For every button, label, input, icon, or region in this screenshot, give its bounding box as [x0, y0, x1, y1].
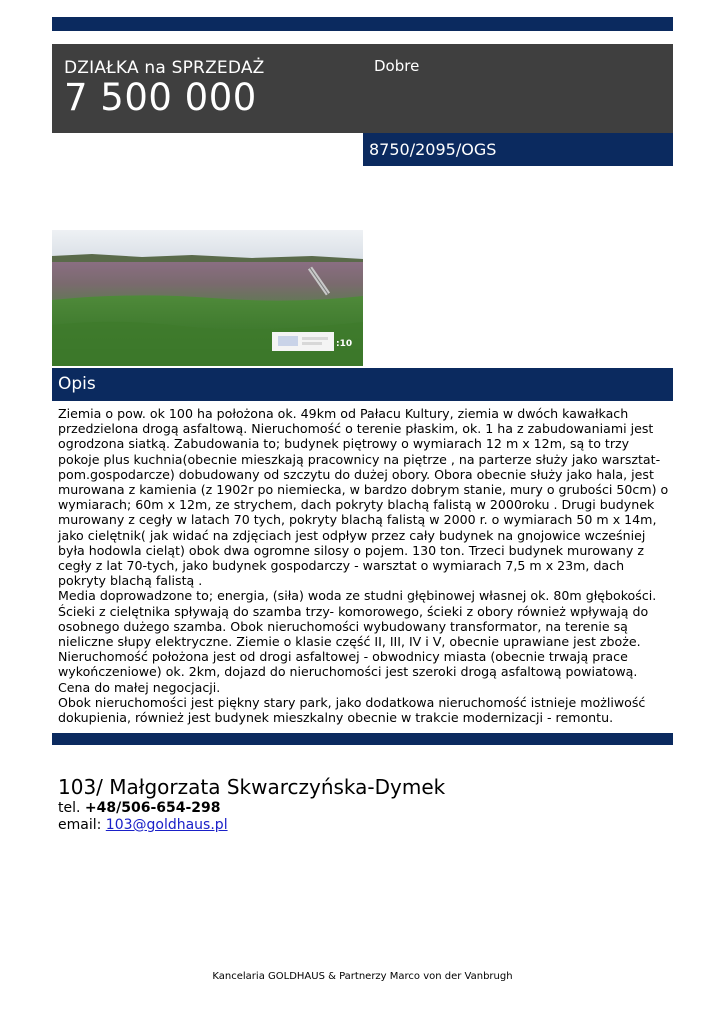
- description-paragraph: Ziemia o pow. ok 100 ha położona ok. 49km od Pałacu Kultury, ziemia w dwóch kawałkach przedzielona drogą asfaltową. Nieruchomość o terenie płaskim, ok. 1 ha z zabudowaniami jest ogrodzona siatką. Zabudowania to; budynek piętrowy o wymiarach 12 m x 12m, są to trzy pokoje plus kuchnia(obecnie mieszkają pracownicy na piętrze , na parterze służy jako warsztat-pom.gospodarcze) dobudowany od szczytu do dużej obory. Obora obecnie służy jako hala, jest murowana z kamienia (z 1902r po niemiecka, w bardzo dobrym stanie, mury o grubości 50cm) o wymiarach; 60m x 12m, ze strychem, dach pokryty blachą falistą w 2000roku . Drugi budynek murowany z cegły w latach 70 tych, pokryty blachą falistą w 2000 r. o wymiarach 50 m x 14m, jako cielętnik( jak widać na zdjęciach jest odpływ przez cały budynek na gnojowice wcześniej była hodowla cieląt) obok dwa ogromne silosy o pojem. 130 ton. Trzeci budynek murowany z cegły z lat 70-tych, jako budynek gospodarczy - warsztat o wymiarach 7,5 m x 23m, dach pokryty blachą falistą .: [58, 406, 669, 589]
- agent-contact: [58, 775, 445, 834]
- bottom-divider-bar: [52, 733, 673, 745]
- email-link[interactable]: 103@goldhaus.pl: [105, 817, 228, 833]
- agent-name: 103/ Małgorzata Skwarczyńska-Dymek: [58, 775, 446, 799]
- phone-label: tel.: [58, 800, 81, 816]
- reference-number: 8750/2095/OGS: [369, 140, 497, 159]
- description-title: Opis: [58, 374, 96, 394]
- email-label: email:: [58, 817, 102, 833]
- description-header-bar: [52, 368, 673, 401]
- footer-text: Kancelaria GOLDHAUS & Partnerzy Marco von der Vanbrugh: [212, 971, 513, 982]
- agent-email-line: [58, 817, 445, 834]
- description-paragraph: Obok nieruchomości jest piękny stary park, jako dodatkowa nieruchomość istnieje możliwość dokupienia, również jest budynek mieszkalny obecnie w trakcie modernizacji - remontu.: [58, 694, 646, 726]
- agent-phone-line: [58, 800, 445, 817]
- description-body: [58, 406, 670, 725]
- photo-timestamp: :10: [336, 339, 353, 349]
- listing-type: DZIAŁKA na SPRZEDAŻ: [64, 58, 265, 78]
- description-paragraph: Media doprowadzone to; energia, (siła) woda ze studni głębinowej własnej ok. 80m głębokości. Ścieki z cielętnika spływają do szamba trzy- komorowego, ścieki z obory również wpływają do osobnego dużego szamba. Obok nieruchomości wybudowany transformator, na terenie są nieliczne słupy elektryczne. Ziemie o klasie część II, III, IV i V, obecnie uprawiane jest zboże. Nieruchomość położona jest od drogi asfaltowej - obwodnicy miasta (obecnie trwają prace wykończeniowe) ok. 2km, dojazd do nieruchomości jest szeroki drogą asfaltową powiatową. Cena do małej negocjacji.: [58, 588, 657, 695]
- property-photo: [52, 230, 363, 366]
- listing-header: [52, 44, 673, 133]
- phone-number: +48/506-654-298: [84, 800, 221, 816]
- reference-number-bar: [363, 133, 673, 166]
- property-condition: Dobre: [374, 57, 420, 75]
- top-divider-bar: [52, 17, 673, 31]
- listing-price: 7 500 000: [64, 76, 257, 119]
